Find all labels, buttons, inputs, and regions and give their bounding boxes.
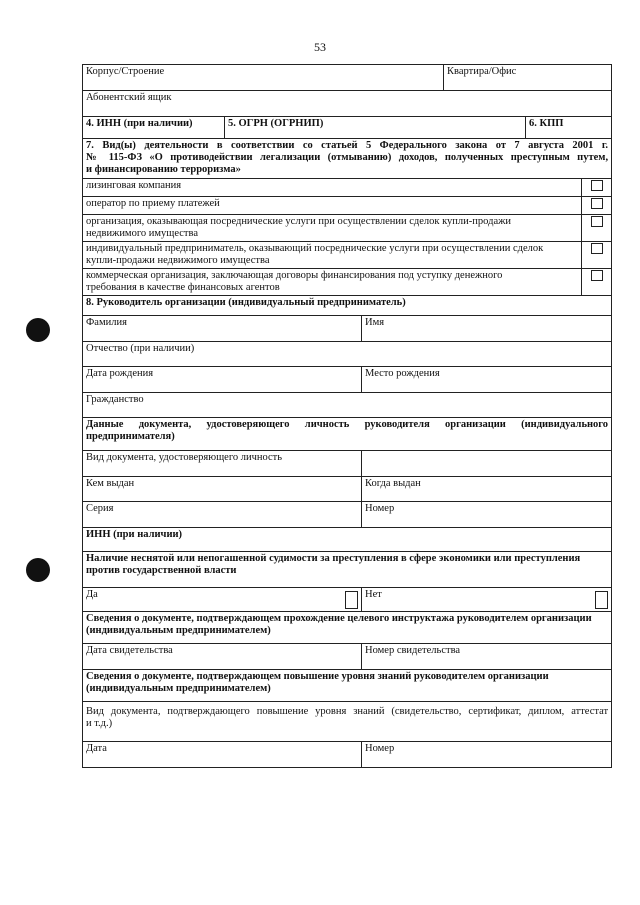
activity-checkbox-realty-org[interactable]	[582, 215, 612, 242]
building-field[interactable]: Корпус/Строение	[83, 65, 444, 91]
surname-field[interactable]: Фамилия	[83, 316, 362, 342]
page-number: 53	[314, 40, 326, 54]
knowledge-heading-line-1: Сведения о документе, подтверждающем повышение уровня знаний руководителем организации	[86, 671, 549, 682]
section-8-title: 8. Руководитель организации (индивидуальный предприниматель)	[83, 296, 612, 316]
criminal-record-heading-line-2: против государственной власти	[86, 565, 237, 576]
registration-form	[82, 64, 612, 768]
activity-item-line: индивидуальный предприниматель, оказывающий посреднические услуги при осуществлении сделок	[86, 243, 544, 254]
activity-item-payments: оператор по приему платежей	[83, 197, 582, 215]
section-7-title-line-2: № 115-ФЗ «О противодействии легализации (отмыванию) доходов, полученных преступным путем,	[86, 152, 609, 163]
criminal-record-heading-line-1: Наличие неснятой или непогашенной судимости за преступления в сфере экономики или преступления	[86, 553, 581, 564]
po-box-field[interactable]: Абонентский ящик	[83, 91, 612, 117]
activity-item-factoring	[83, 269, 582, 296]
activity-item-leasing: лизинговая компания	[83, 179, 582, 197]
id-document-heading-line-1: Данные документа, удостоверяющего личность руководителя организации (индивидуального	[86, 419, 609, 430]
punch-hole-top	[26, 318, 50, 342]
activity-item-realty-ip	[83, 242, 582, 269]
series-field[interactable]: Серия	[83, 502, 362, 528]
apartment-field[interactable]: Квартира/Офис	[444, 65, 612, 91]
yes-label: Да	[86, 589, 98, 600]
no-label: Нет	[365, 589, 382, 600]
checkbox-icon	[591, 198, 603, 209]
number-field[interactable]: Номер	[362, 502, 612, 528]
document-type-field[interactable]: Вид документа, удостоверяющего личность	[83, 451, 362, 477]
activity-item-line: требования в качестве финансовых агентов	[86, 282, 280, 293]
knowledge-document-type-line-1: Вид документа, подтверждающего повышение уровня знаний (свидетельство, сертификат, диплом, аттестат	[86, 706, 609, 717]
patronymic-field[interactable]: Отчество (при наличии)	[83, 342, 612, 367]
activity-checkbox-factoring[interactable]	[582, 269, 612, 296]
document-type-value[interactable]	[362, 451, 612, 477]
criminal-record-no[interactable]	[362, 588, 612, 612]
inn-field[interactable]: 4. ИНН (при наличии)	[83, 117, 225, 139]
punch-hole-bottom	[26, 558, 50, 582]
id-document-heading-line-2: предпринимателя)	[86, 431, 175, 442]
activity-item-line: коммерческая организация, заключающая договоры финансирования под уступку денежного	[86, 270, 503, 281]
activity-item-line: купли-продажи недвижимого имущества	[86, 255, 270, 266]
instruction-heading	[83, 612, 612, 644]
activity-checkbox-leasing[interactable]	[582, 179, 612, 197]
activity-item-line: недвижимого имущества	[86, 228, 198, 239]
knowledge-document-type-line-2: и т.д.)	[86, 718, 113, 729]
ogrn-field[interactable]: 5. ОГРН (ОГРНИП)	[225, 117, 526, 139]
activity-item-line: организация, оказывающая посреднические услуги при осуществлении сделок купли-продажи	[86, 216, 511, 227]
checkbox-icon	[591, 216, 603, 227]
activity-checkbox-payments[interactable]	[582, 197, 612, 215]
checkbox-icon	[591, 243, 603, 254]
checkbox-icon[interactable]	[345, 591, 358, 609]
knowledge-heading-line-2: (индивидуальным предпринимателем)	[86, 683, 271, 694]
birth-place-field[interactable]: Место рождения	[362, 367, 612, 393]
criminal-record-heading	[83, 552, 612, 588]
criminal-record-yes[interactable]	[83, 588, 362, 612]
id-document-heading	[83, 418, 612, 451]
citizenship-field[interactable]: Гражданство	[83, 393, 612, 418]
certificate-number-field[interactable]: Номер свидетельства	[362, 644, 612, 670]
issued-when-field[interactable]: Когда выдан	[362, 477, 612, 502]
checkbox-icon	[591, 270, 603, 281]
activity-item-realty-org	[83, 215, 582, 242]
knowledge-heading	[83, 670, 612, 702]
checkbox-icon	[591, 180, 603, 191]
instruction-heading-line-2: (индивидуальным предпринимателем)	[86, 625, 271, 636]
knowledge-date-field[interactable]: Дата	[83, 742, 362, 768]
name-field[interactable]: Имя	[362, 316, 612, 342]
birth-date-field[interactable]: Дата рождения	[83, 367, 362, 393]
knowledge-document-type-field[interactable]	[83, 702, 612, 742]
activity-checkbox-realty-ip[interactable]	[582, 242, 612, 269]
instruction-heading-line-1: Сведения о документе, подтверждающем прохождение целевого инструктажа руководителем организации	[86, 613, 592, 624]
section-7-title-line-3: и финансированию терроризма»	[86, 164, 241, 175]
issued-by-field[interactable]: Кем выдан	[83, 477, 362, 502]
section-7-title	[83, 139, 612, 179]
section-7-title-line-1: 7. Вид(ы) деятельности в соответствии со статьей 5 Федерального закона от 7 августа 2001 г.	[86, 140, 609, 151]
certificate-date-field[interactable]: Дата свидетельства	[83, 644, 362, 670]
checkbox-icon[interactable]	[595, 591, 608, 609]
kpp-field[interactable]: 6. КПП	[526, 117, 612, 139]
knowledge-number-field[interactable]: Номер	[362, 742, 612, 768]
manager-inn-field[interactable]: ИНН (при наличии)	[83, 528, 612, 552]
